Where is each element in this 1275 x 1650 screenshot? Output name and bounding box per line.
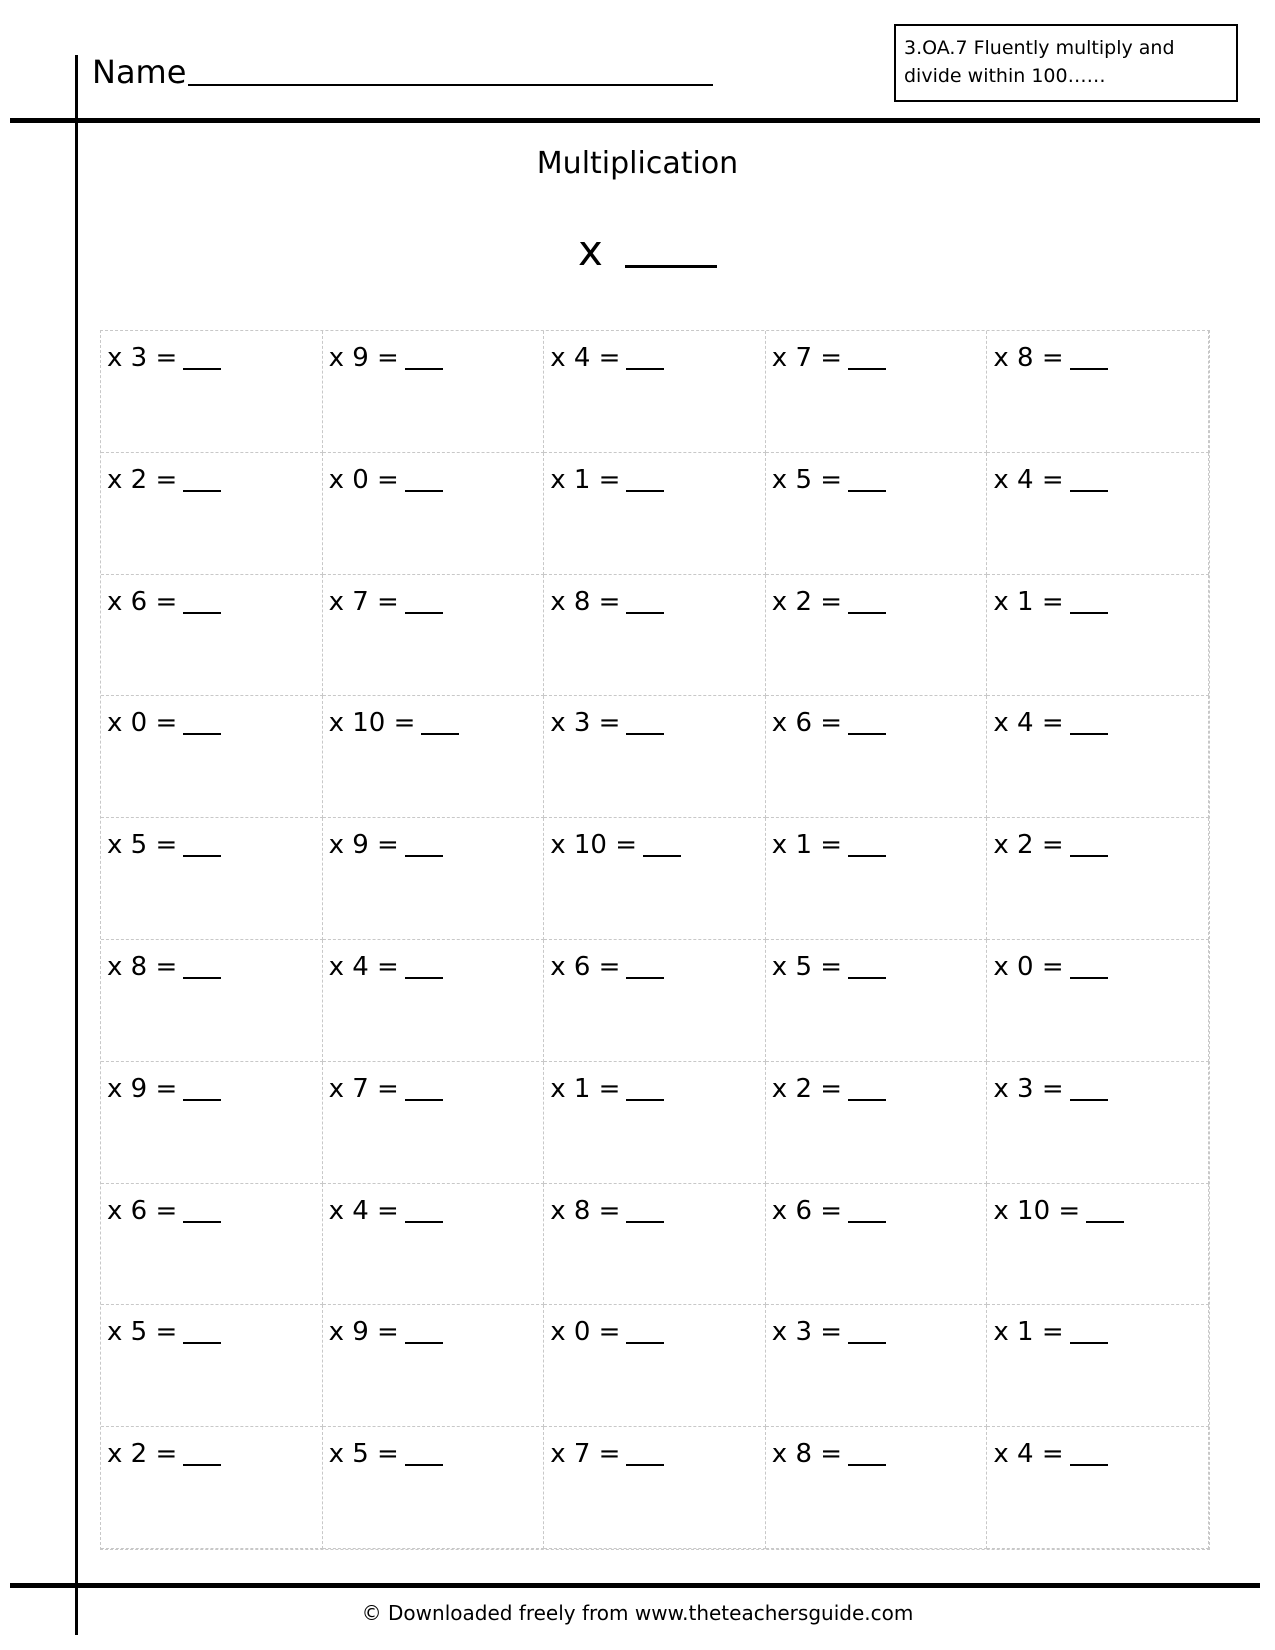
problem — [329, 1194, 443, 1228]
problem-text: x 4 = — [993, 464, 1064, 495]
problem-cell — [766, 696, 988, 818]
problem-text: x 4 = — [993, 1439, 1064, 1470]
problem-text: x 6 = — [107, 586, 178, 617]
problem-cell — [544, 696, 766, 818]
problem-text: x 2 = — [771, 586, 843, 617]
answer-blank[interactable] — [183, 368, 221, 370]
problem-text: x 5 = — [771, 952, 843, 982]
problem-cell — [101, 1062, 323, 1184]
problem-text: x 10 = — [328, 708, 416, 739]
problem-text: x 3 = — [550, 708, 621, 739]
problem-text: x 4 = — [328, 952, 399, 982]
problem-cell — [987, 1062, 1209, 1184]
name-label: Name — [92, 53, 187, 91]
problem-text: x 6 = — [107, 1195, 178, 1226]
problem-text: x 7 = — [328, 586, 399, 617]
problem-text: x 8 = — [550, 1195, 621, 1226]
problem — [993, 950, 1107, 984]
problem — [550, 585, 664, 619]
factor-blank-line[interactable] — [625, 265, 717, 268]
answer-blank[interactable] — [848, 1099, 886, 1101]
problem — [772, 585, 886, 619]
problem — [329, 950, 443, 984]
problem-cell — [101, 331, 323, 453]
problem — [993, 1194, 1124, 1228]
answer-blank[interactable] — [626, 1342, 664, 1344]
problem-text: x 8 = — [771, 1439, 843, 1470]
problem-text: x 5 = — [328, 1439, 399, 1470]
margin-vertical-rule — [75, 55, 78, 1635]
answer-blank[interactable] — [183, 855, 221, 857]
problem-text: x 1 = — [550, 1073, 621, 1104]
problem — [107, 1194, 221, 1228]
problem-cell — [987, 575, 1209, 697]
answer-blank[interactable] — [405, 1464, 443, 1466]
problem-cell — [544, 575, 766, 697]
answer-blank[interactable] — [405, 490, 443, 492]
answer-blank[interactable] — [405, 1099, 443, 1101]
name-field — [92, 52, 713, 92]
answer-blank[interactable] — [405, 977, 443, 979]
problem-cell — [323, 696, 545, 818]
answer-blank[interactable] — [626, 977, 664, 979]
problem-text: x 1 = — [550, 464, 621, 495]
answer-blank[interactable] — [848, 368, 886, 370]
problem-cell — [987, 1427, 1209, 1549]
problem-text: x 2 = — [771, 1073, 843, 1104]
answer-blank[interactable] — [1086, 1221, 1124, 1223]
problem-cell — [544, 1305, 766, 1427]
problem-text: x 3 = — [993, 1073, 1064, 1104]
problem-cell — [323, 1305, 545, 1427]
problem — [550, 706, 664, 740]
problem — [550, 1072, 664, 1106]
answer-blank[interactable] — [183, 1342, 221, 1344]
answer-blank[interactable] — [183, 612, 221, 614]
answer-blank[interactable] — [643, 855, 681, 857]
problem — [550, 463, 664, 497]
problem-text: x 5 = — [107, 1317, 178, 1348]
header-divider — [10, 118, 1260, 123]
problem-cell — [101, 940, 323, 1062]
answer-blank[interactable] — [848, 733, 886, 735]
problem — [107, 950, 221, 984]
answer-blank[interactable] — [183, 1099, 221, 1101]
problem-grid — [100, 330, 1210, 1550]
problem-cell — [101, 453, 323, 575]
problem-text: x 5 = — [107, 830, 178, 861]
answer-blank[interactable] — [1070, 977, 1108, 979]
problem — [550, 828, 681, 862]
answer-blank[interactable] — [1070, 733, 1108, 735]
problem-text: x 0 = — [550, 1317, 621, 1348]
problem — [993, 1072, 1107, 1106]
problem-cell — [101, 575, 323, 697]
answer-blank[interactable] — [626, 490, 664, 492]
problem — [550, 1194, 664, 1228]
problem-cell — [323, 1427, 545, 1549]
problem — [329, 585, 443, 619]
problem-cell — [766, 1427, 988, 1549]
problem-cell — [323, 1062, 545, 1184]
problem — [993, 1437, 1107, 1471]
problem-text: x 0 = — [993, 952, 1064, 982]
footer-divider — [10, 1583, 1260, 1588]
answer-blank[interactable] — [848, 1342, 886, 1344]
problem-cell — [766, 331, 988, 453]
problem-cell — [101, 1427, 323, 1549]
problem-cell — [544, 1184, 766, 1306]
problem-cell — [101, 696, 323, 818]
name-blank-line[interactable] — [188, 84, 713, 86]
problem — [772, 1437, 886, 1471]
problem-cell — [323, 818, 545, 940]
problem-text: x 10 = — [550, 830, 637, 861]
footer-credit: © Downloaded freely from www.theteachersguide.com — [361, 1601, 914, 1625]
problem — [107, 1437, 221, 1471]
problem-text: x 9 = — [328, 830, 399, 861]
standard-text-line1: 3.OA.7 Fluently multiply and — [904, 37, 1175, 59]
problem-cell — [987, 940, 1209, 1062]
answer-blank[interactable] — [183, 1221, 221, 1223]
problem-cell — [101, 1184, 323, 1306]
problem — [772, 1315, 886, 1349]
answer-blank[interactable] — [1070, 855, 1108, 857]
problem-text: x 6 = — [771, 1195, 843, 1226]
problem — [550, 341, 664, 375]
answer-blank[interactable] — [405, 1342, 443, 1344]
problem — [550, 1437, 664, 1471]
answer-blank[interactable] — [183, 977, 221, 979]
problem-text: x 9 = — [328, 1317, 399, 1348]
problem — [550, 950, 664, 984]
problem-text: x 1 = — [771, 830, 843, 861]
problem — [329, 1437, 443, 1471]
problem-cell — [987, 453, 1209, 575]
problem-cell — [987, 696, 1209, 818]
answer-blank[interactable] — [183, 490, 221, 492]
problem-cell — [766, 1184, 988, 1306]
problem-cell — [766, 1062, 988, 1184]
problem-cell — [544, 331, 766, 453]
problem — [329, 463, 443, 497]
problem-text: x 4 = — [328, 1195, 399, 1226]
problem — [107, 706, 221, 740]
problem — [772, 706, 886, 740]
problem — [993, 828, 1107, 862]
problem-text: x 8 = — [550, 586, 621, 617]
problem-cell — [323, 575, 545, 697]
problem-text: x 7 = — [328, 1073, 399, 1104]
problem-cell — [766, 818, 988, 940]
problem-cell — [323, 331, 545, 453]
problem-cell — [987, 818, 1209, 940]
problem-text: x 0 = — [328, 464, 399, 495]
problem — [993, 585, 1107, 619]
problem — [329, 1315, 443, 1349]
answer-blank[interactable] — [1070, 368, 1108, 370]
answer-blank[interactable] — [405, 855, 443, 857]
problem-cell — [323, 453, 545, 575]
answer-blank[interactable] — [405, 612, 443, 614]
answer-blank[interactable] — [1070, 1342, 1108, 1344]
standard-box — [894, 24, 1238, 102]
answer-blank[interactable] — [1070, 490, 1108, 492]
problem — [550, 1315, 664, 1349]
problem-text: x 4 = — [550, 343, 621, 373]
answer-blank[interactable] — [405, 1221, 443, 1223]
problem — [993, 706, 1107, 740]
answer-blank[interactable] — [183, 1464, 221, 1466]
answer-blank[interactable] — [848, 612, 886, 614]
problem-cell — [544, 1427, 766, 1549]
problem-text: x 4 = — [993, 708, 1064, 739]
problem-text: x 5 = — [771, 464, 843, 495]
problem-text: x 1 = — [993, 586, 1064, 617]
problem-text: x 2 = — [993, 830, 1064, 861]
problem — [329, 1072, 443, 1106]
problem — [329, 706, 460, 740]
problem — [107, 463, 221, 497]
problem — [772, 463, 886, 497]
problem-cell — [987, 331, 1209, 453]
answer-blank[interactable] — [626, 1221, 664, 1223]
problem-text: x 6 = — [550, 952, 621, 982]
answer-blank[interactable] — [626, 1464, 664, 1466]
problem-cell — [544, 940, 766, 1062]
problem-cell — [987, 1305, 1209, 1427]
answer-blank[interactable] — [1070, 1464, 1108, 1466]
problem-text: x 6 = — [771, 708, 843, 739]
problem — [772, 828, 886, 862]
problem-text: x 1 = — [993, 1317, 1064, 1348]
factor-row — [578, 226, 717, 276]
answer-blank[interactable] — [626, 612, 664, 614]
problem-cell — [987, 1184, 1209, 1306]
problem — [993, 1315, 1107, 1349]
problem-text: x 10 = — [993, 1195, 1081, 1226]
problem — [107, 1072, 221, 1106]
problem-text: x 0 = — [107, 708, 178, 739]
answer-blank[interactable] — [848, 855, 886, 857]
problem-text: x 3 = — [771, 1317, 843, 1348]
problem-text: x 8 = — [993, 343, 1064, 373]
problem-cell — [323, 940, 545, 1062]
problem-text: x 7 = — [550, 1439, 621, 1470]
problem-cell — [766, 575, 988, 697]
standard-text-line2: divide within 100…… — [904, 65, 1106, 87]
problem-cell — [766, 453, 988, 575]
problem-cell — [544, 1062, 766, 1184]
problem-text: x 2 = — [107, 1439, 178, 1470]
problem — [329, 828, 443, 862]
problem-cell — [544, 818, 766, 940]
answer-blank[interactable] — [1070, 612, 1108, 614]
problem-text: x 9 = — [107, 1073, 178, 1104]
answer-blank[interactable] — [405, 368, 443, 370]
problem-text: x 8 = — [107, 952, 178, 982]
problem-text: x 2 = — [107, 464, 178, 495]
problem — [772, 1072, 886, 1106]
answer-blank[interactable] — [848, 1221, 886, 1223]
problem — [107, 828, 221, 862]
problem-text: x 7 = — [771, 343, 843, 373]
answer-blank[interactable] — [848, 977, 886, 979]
problem — [107, 341, 221, 375]
answer-blank[interactable] — [626, 733, 664, 735]
problem-text: x 9 = — [328, 343, 399, 373]
problem — [107, 585, 221, 619]
problem-cell — [544, 453, 766, 575]
problem-text: x 3 = — [107, 343, 178, 373]
page-title: Multiplication — [536, 146, 739, 181]
problem — [772, 341, 886, 375]
problem — [107, 1315, 221, 1349]
problem-cell — [323, 1184, 545, 1306]
problem-cell — [101, 1305, 323, 1427]
answer-blank[interactable] — [626, 368, 664, 370]
problem — [772, 1194, 886, 1228]
times-symbol: x — [578, 226, 603, 275]
answer-blank[interactable] — [183, 733, 221, 735]
problem — [993, 341, 1107, 375]
problem — [772, 950, 886, 984]
answer-blank[interactable] — [1070, 1099, 1108, 1101]
answer-blank[interactable] — [848, 490, 886, 492]
problem-cell — [101, 818, 323, 940]
problem-cell — [766, 940, 988, 1062]
problem-cell — [766, 1305, 988, 1427]
answer-blank[interactable] — [848, 1464, 886, 1466]
answer-blank[interactable] — [421, 733, 459, 735]
answer-blank[interactable] — [626, 1099, 664, 1101]
problem — [993, 463, 1107, 497]
problem — [329, 341, 443, 375]
